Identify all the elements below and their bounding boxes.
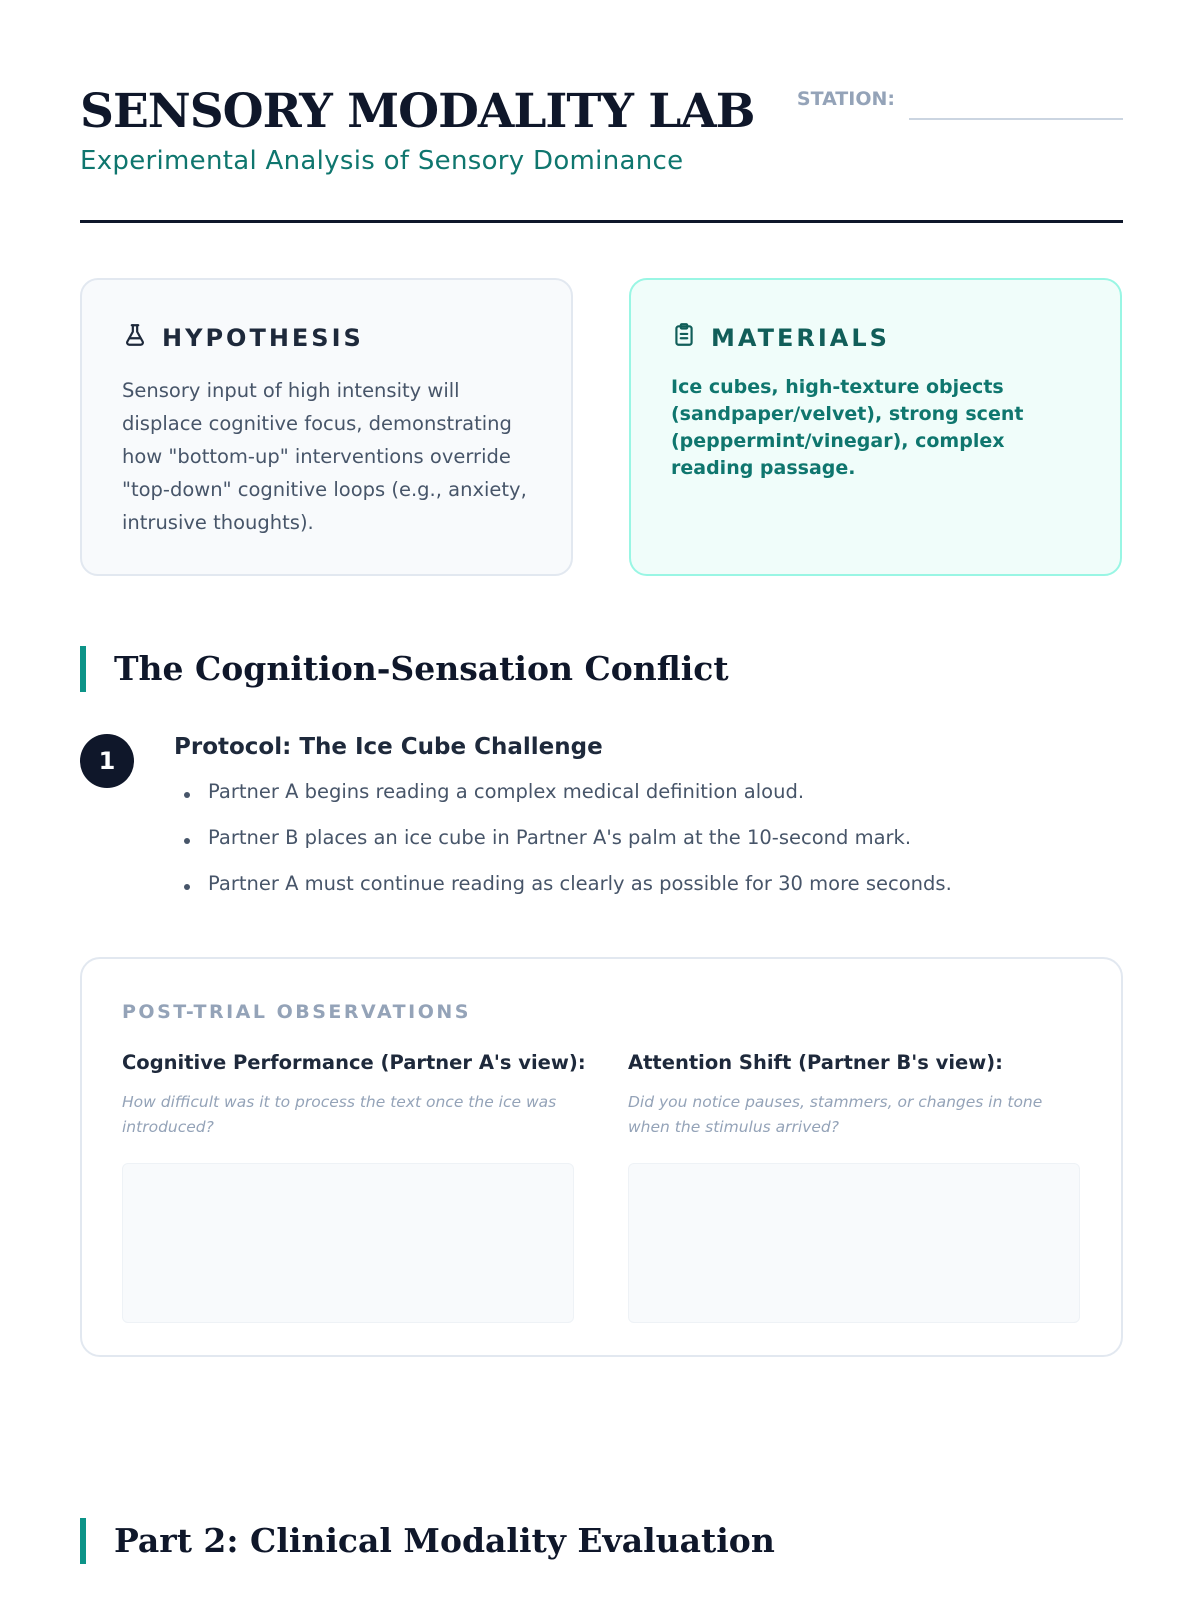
- protocol-title: Protocol: The Ice Cube Challenge: [174, 734, 603, 760]
- observation-column-cognitive: [122, 1051, 586, 1140]
- materials-header: [671, 322, 890, 353]
- observation-column-attention: [628, 1051, 1080, 1140]
- hypothesis-title: HYPOTHESIS: [162, 323, 364, 352]
- flask-icon: [122, 322, 162, 353]
- observation-prompt: How difficult was it to process the text once the ice was introduced?: [122, 1093, 557, 1136]
- observation-label: Cognitive Performance (Partner A's view):: [122, 1051, 586, 1074]
- station-input-line[interactable]: [909, 118, 1123, 120]
- hypothesis-text: Sensory input of high intensity will displace cognitive focus, demonstrating how "bottom-up" interventions override "top-down" cognitive loops (e.g., anxiety, intrusive thoughts).: [122, 379, 527, 534]
- step-number-badge: 1: [80, 734, 134, 788]
- materials-card: [629, 278, 1122, 576]
- materials-title: MATERIALS: [711, 323, 890, 352]
- list-item: Partner A must continue reading as clearly as possible for 30 more seconds.: [180, 872, 952, 918]
- protocol-steps-list: [180, 780, 952, 918]
- list-item: Partner A begins reading a complex medical definition aloud.: [180, 780, 952, 826]
- station-label: STATION:: [796, 88, 895, 110]
- clipboard-icon: [671, 322, 711, 353]
- list-item: Partner B places an ice cube in Partner A's palm at the 10-second mark.: [180, 826, 952, 872]
- observation-prompt: Did you notice pauses, stammers, or changes in tone when the stimulus arrived?: [628, 1093, 1043, 1136]
- hypothesis-card: [80, 278, 573, 576]
- section-heading-part-2: Part 2: Clinical Modality Evaluation: [80, 1518, 775, 1564]
- attention-response-area[interactable]: [628, 1163, 1080, 1323]
- section-heading-conflict: The Cognition-Sensation Conflict: [80, 646, 729, 692]
- page-subtitle: Experimental Analysis of Sensory Dominance: [80, 146, 684, 176]
- materials-text: Ice cubes, high-texture objects (sandpaper/velvet), strong scent (peppermint/vinegar), complex reading passage.: [671, 376, 1024, 479]
- observation-label: Attention Shift (Partner B's view):: [628, 1051, 1003, 1074]
- station-field: [797, 88, 1123, 110]
- page-header: [80, 80, 1123, 223]
- cognitive-response-area[interactable]: [122, 1163, 574, 1323]
- observations-panel: [80, 957, 1123, 1357]
- hypothesis-header: [122, 322, 364, 353]
- page-title: SENSORY MODALITY LAB: [80, 84, 755, 139]
- observations-title: POST-TRIAL OBSERVATIONS: [122, 1001, 471, 1023]
